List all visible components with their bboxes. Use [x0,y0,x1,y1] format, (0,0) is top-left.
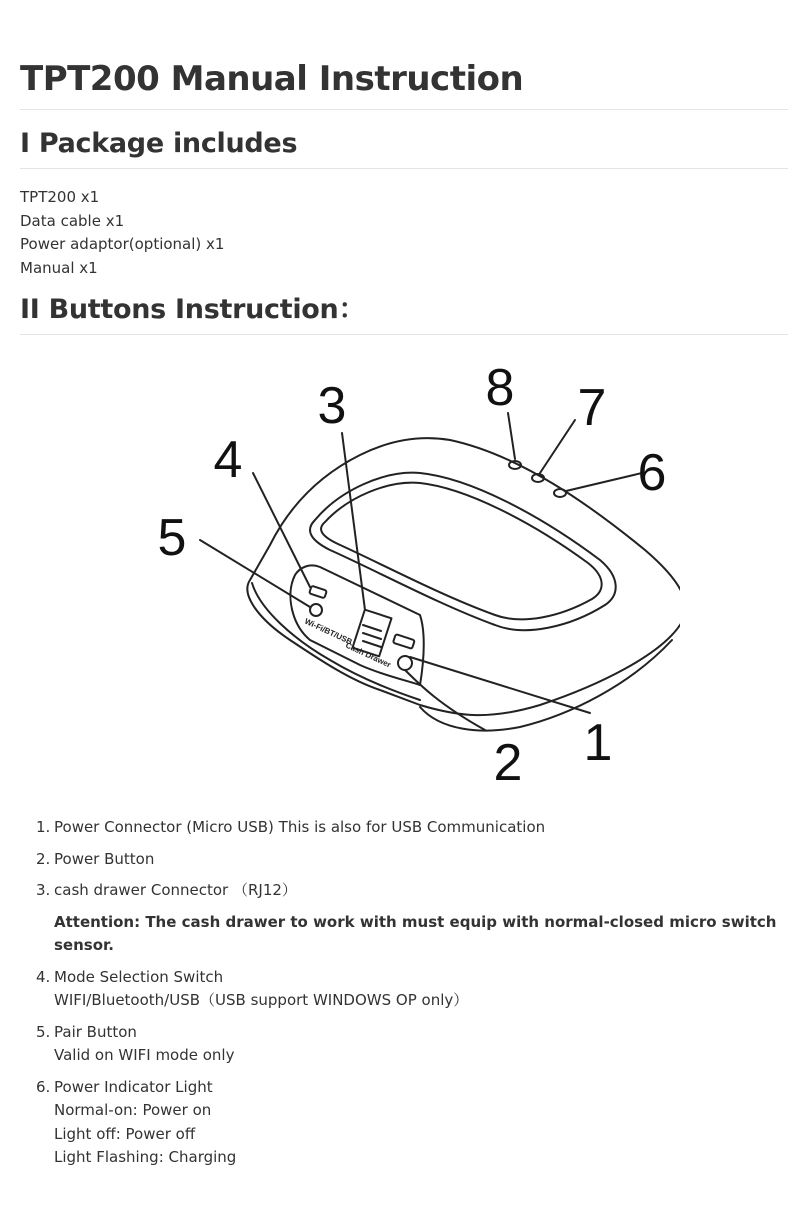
micro-usb-port [393,634,415,649]
led-indicator [554,489,566,497]
callout-4: 4 [213,431,243,489]
port-label-mode: Wi-Fi/BT/USB [303,616,354,647]
package-item: Manual x1 [20,258,98,277]
attention-note: Attention: The cash drawer to work with must equip with normal-closed micro switch sensor. [54,912,777,954]
pair-button [310,604,322,616]
package-item: Power adaptor(optional) x1 [20,235,225,253]
list-item: 4. Mode Selection Switch WIFI/Bluetooth/USB（USB support WINDOWS OP only） [36,967,469,1009]
package-heading: I Package includes [20,126,788,169]
device-diagram [120,355,680,785]
callout-8: 8 [485,359,515,417]
callout-6: 6 [637,444,667,502]
page-title: TPT200 Manual Instruction [20,58,788,110]
buttons-heading: II Buttons Instruction： [20,292,788,335]
power-button [398,656,412,670]
list-item: 1. Power Connector (Micro USB) This is also for USB Communication [36,818,546,836]
steps-list [20,816,788,1178]
list-item: 2. Power Button [36,849,155,868]
callout-5: 5 [157,509,187,567]
package-item: Data cable x1 [20,211,125,230]
callout-3: 3 [317,377,347,435]
callout-1: 1 [583,714,613,772]
list-item: 5. Pair Button Valid on WIFI mode only [36,1022,235,1064]
callout-7: 7 [577,379,607,437]
list-item: 6. Power Indicator Light Normal-on: Power on Light off: Power off Light Flashing: Charging [36,1077,237,1166]
callout-2: 2 [493,734,523,785]
mode-switch [309,586,327,599]
list-item: 3. cash drawer Connector （RJ12） Attention: The cash drawer to work with must equip with normal-closed micro switch sensor. [20,879,788,958]
port-label-drawer: Cash Drawer [344,640,393,670]
package-list [20,186,224,280]
package-item: TPT200 x1 [20,188,100,206]
